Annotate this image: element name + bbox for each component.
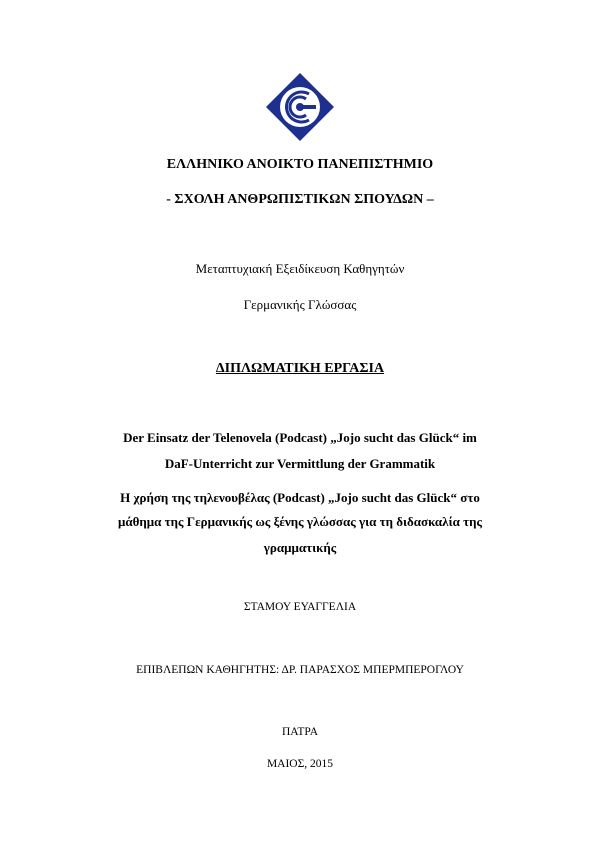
title-german-line-1: Der Einsatz der Telenovela (Podcast) „Jojo sucht das Glück“ im xyxy=(123,430,477,445)
document-type: ΔΙΠΛΩΜΑΤΙΚΗ ΕΡΓΑΣΙΑ xyxy=(215,361,385,376)
program-line-2: Γερμανικής Γλώσσας xyxy=(243,297,357,312)
date: ΜΑΙΟΣ, 2015 xyxy=(266,758,334,770)
title-greek-line-2: μάθημα της Γερμανικής ως ξένης γλώσσας για τη διδασκαλία της xyxy=(118,514,482,529)
title-greek-line-1: Η χρήση της τηλενουβέλας (Podcast) „Jojo sucht das Glück“ στο xyxy=(120,490,480,505)
city: ΠΑΤΡΑ xyxy=(281,726,319,738)
school-name: - ΣΧΟΛΗ ΑΝΘΡΩΠΙΣΤΙΚΩΝ ΣΠΟΥΔΩΝ – xyxy=(166,192,434,207)
supervisor: ΕΠΙΒΛΕΠΩΝ ΚΑΘΗΓΗΤΗΣ: ΔΡ. ΠΑΡΑΣΧΟΣ ΜΠΕΡΜΠΕΡΟΓΛΟΥ xyxy=(136,664,464,676)
author-name: ΣΤΑΜΟΥ ΕΥΑΓΓΕΛΙΑ xyxy=(243,601,357,613)
title-german-line-2: DaF-Unterricht zur Vermittlung der Grammatik xyxy=(164,456,436,471)
university-name: ΕΛΛΗΝΙΚΟ ΑΝΟΙΚΤΟ ΠΑΝΕΠΙΣΤΗΜΙΟ xyxy=(166,157,434,172)
title-greek-line-3: γραμματικής xyxy=(263,540,337,555)
program-line-1: Μεταπτυχιακή Εξειδίκευση Καθηγητών xyxy=(195,261,405,276)
university-logo xyxy=(266,73,334,141)
